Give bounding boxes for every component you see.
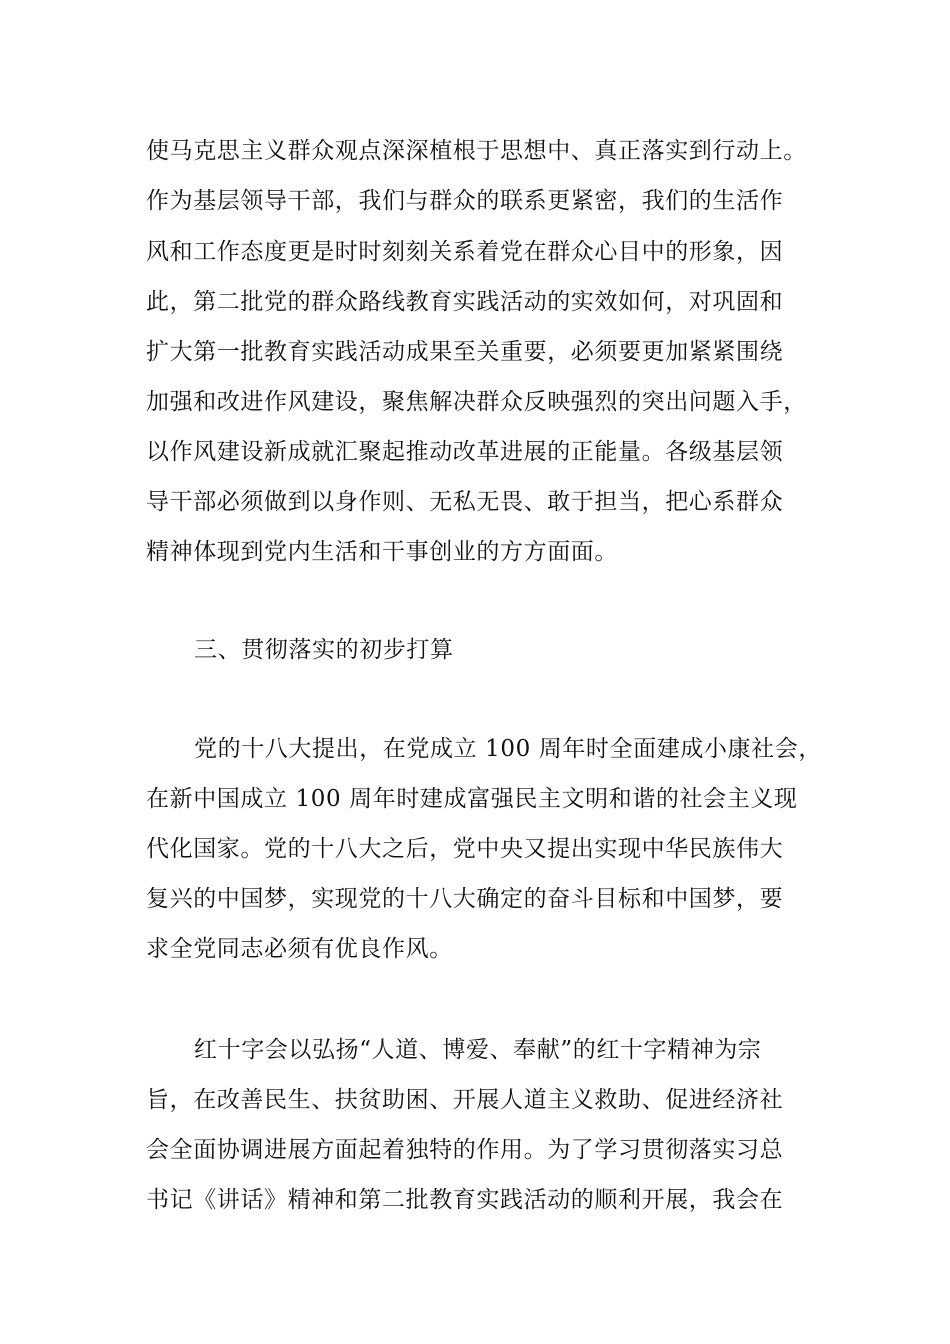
paragraph-line: 旨，在改善民生、扶贫助困、开展人道主义救助、促进经济社	[146, 1087, 784, 1113]
paragraph-line: 此，第二批党的群众路线教育实践活动的实效如何，对巩固和	[146, 289, 784, 315]
section-heading: 三、贯彻落实的初步打算	[194, 637, 454, 663]
paragraph-line: 以作风建设新成就汇聚起推动改革进展的正能量。各级基层领	[146, 439, 784, 465]
paragraph-line: 在新中国成立 100 周年时建成富强民主文明和谐的社会主义现	[146, 786, 798, 812]
paragraph-line: 代化国家。党的十八大之后，党中央又提出实现中华民族伟大	[146, 836, 784, 862]
paragraph-line: 复兴的中国梦，实现党的十八大确定的奋斗目标和中国梦，要	[146, 886, 784, 912]
paragraph-line: 会全面协调进展方面起着独特的作用。为了学习贯彻落实习总	[146, 1137, 784, 1163]
paragraph-line: 党的十八大提出，在党成立 100 周年时全面建成小康社会，	[194, 736, 822, 762]
paragraph-line: 求全党同志必须有优良作风。	[146, 936, 453, 962]
paragraph-line: 扩大第一批教育实践活动成果至关重要，必须要更加紧紧围绕	[146, 339, 784, 365]
paragraph-line: 风和工作态度更是时时刻刻关系着党在群众心目中的形象，因	[146, 239, 784, 265]
paragraph-line: 作为基层领导干部，我们与群众的联系更紧密，我们的生活作	[146, 188, 784, 214]
paragraph-line: 加强和改进作风建设，聚焦解决群众反映强烈的突出问题入手，	[146, 389, 807, 415]
paragraph-line: 导干部必须做到以身作则、无私无畏、敢于担当，把心系群众	[146, 489, 784, 515]
paragraph-line: 精神体现到党内生活和干事创业的方方面面。	[146, 539, 618, 565]
paragraph-line: 书记《讲话》精神和第二批教育实践活动的顺利开展，我会在	[146, 1187, 784, 1213]
paragraph-line: 红十字会以弘扬“人道、博爱、奉献”的红十字精神为宗	[194, 1037, 762, 1063]
paragraph-line: 使马克思主义群众观点深深植根于思想中、真正落实到行动上。	[146, 138, 807, 164]
